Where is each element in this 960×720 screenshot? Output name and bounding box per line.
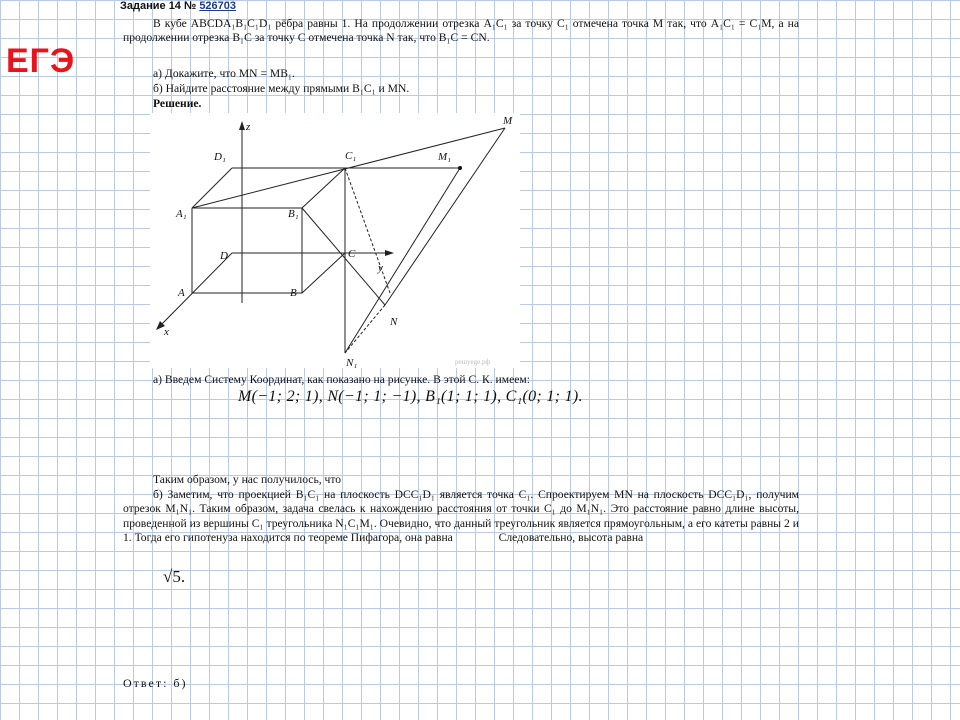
cube-diagram	[150, 113, 520, 368]
solution-intro-text: а) Введем Систему Координат, как показано на рисунке. В этой С. К. имеем:	[153, 373, 530, 386]
problem-text: В кубе ABCDA₁B₁C₁D₁ рёбра равны 1. На продолжении отрезка A₁C₁ за точку C₁ отмечена точка M так, что A₁C₁ = C₁M, а на продолжении отрезка B₁C за точку C отмечена точка N так, что B₁C = CN.	[123, 17, 799, 45]
solution-result-text: Таким образом, у нас получилось, что	[153, 473, 342, 486]
task-header	[120, 0, 236, 12]
label-a: A	[178, 287, 185, 299]
ege-badge: ЕГЭ	[6, 42, 76, 80]
label-m1: M₁	[438, 151, 451, 163]
sqrt-five: √5.	[163, 567, 186, 586]
task-number-link[interactable]: 526703	[199, 0, 237, 12]
part-b-text: б) Найдите расстояние между прямыми B₁C₁ и MN.	[153, 82, 410, 95]
label-d: D	[220, 250, 228, 262]
label-b: B	[290, 287, 297, 299]
problem-part-a	[123, 67, 799, 81]
label-c1: C₁	[345, 150, 357, 162]
label-a1: A₁	[176, 208, 187, 220]
task-label: Задание 14 №	[120, 0, 197, 12]
point-m1	[458, 166, 462, 170]
label-n: N	[390, 316, 398, 328]
coordinates-formula: M(−1; 2; 1), N(−1; 1; −1), B₁(1; 1; 1), C₁(0; 1; 1).	[238, 388, 583, 405]
cube-figure	[150, 113, 520, 368]
label-x: x	[164, 326, 169, 338]
label-d1: D₁	[214, 151, 226, 163]
x-axis	[158, 253, 232, 328]
label-z: z	[246, 121, 251, 133]
line-b1-n	[302, 208, 385, 305]
solution-intro	[123, 373, 799, 387]
line-m1-n1	[345, 168, 460, 353]
solution-part-b	[123, 488, 799, 545]
label-n1: N₁	[346, 357, 358, 368]
solution-result	[123, 473, 799, 487]
part-a-text: а) Докажите, что MN = MB₁.	[153, 67, 295, 80]
solution-heading	[123, 97, 799, 111]
answer-line: Ответ: б)	[123, 676, 188, 690]
watermark: решуege.рф	[455, 358, 490, 366]
solution-part-b-text: б) Заметим, что проекцией B₁C₁ на плоскость DCC₁D₁ является точка C₁. Спроектируем MN на плоскость DCC₁D₁, получим отрезок M₁N₁. Таким образом, задача свелась к нахождению расстояния от точки C₁ до M₁N₁. Это расстояние равно длине высоты, проведенной из вершины C₁ треугольника N₁C₁M₁. Очевидно, что данный треугольник является прямоугольным, а его катеты равны 2 и 1. Тогда его гипотенуза находится по теореме Пифагора, она равна	[123, 488, 799, 544]
problem-statement	[123, 17, 799, 46]
label-c: C	[348, 248, 356, 260]
label-m: M	[503, 115, 513, 127]
label-y: y	[378, 262, 383, 274]
front-face	[192, 208, 302, 293]
problem-part-b	[123, 82, 799, 96]
solution-tail-text: Следовательно, высота равна	[498, 530, 644, 544]
solution-label: Решение.	[153, 97, 202, 110]
label-b1: B₁	[288, 208, 299, 220]
